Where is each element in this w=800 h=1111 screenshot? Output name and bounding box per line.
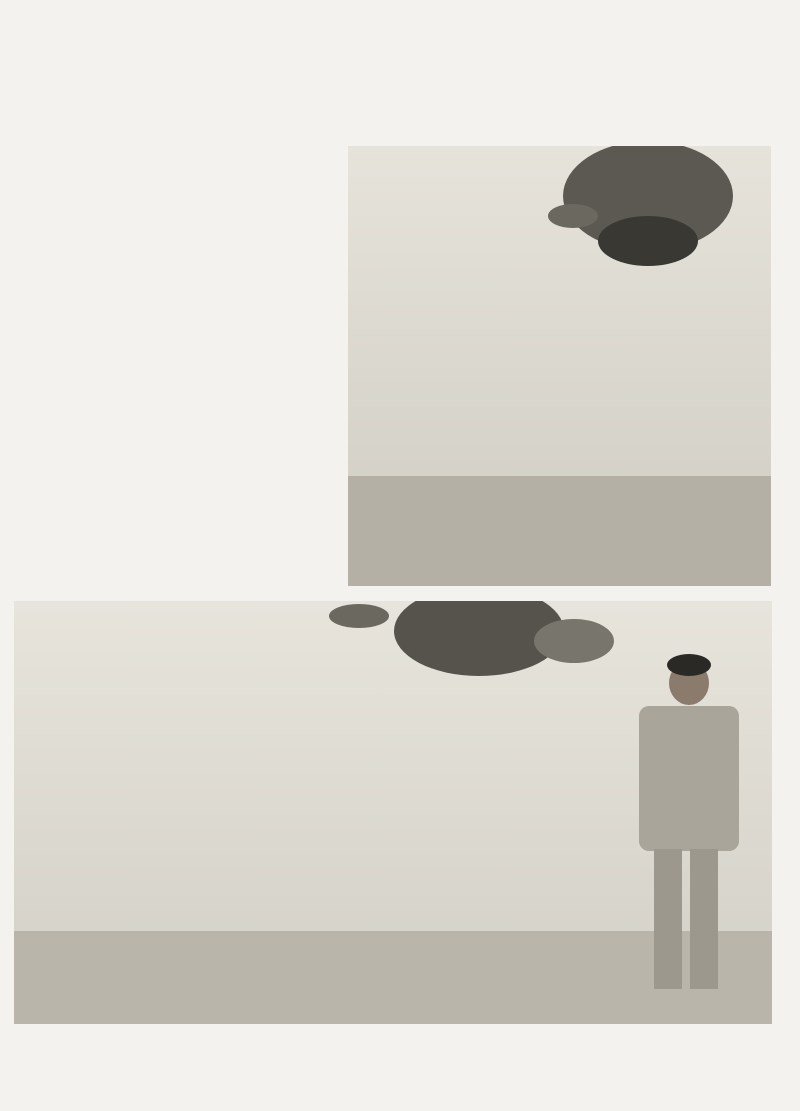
- jv-team-photo-art: [348, 146, 771, 586]
- rookie-team-photo: [14, 601, 772, 1024]
- jv-team-photo: [348, 146, 771, 586]
- rookie-team-photo-art: [14, 601, 772, 1024]
